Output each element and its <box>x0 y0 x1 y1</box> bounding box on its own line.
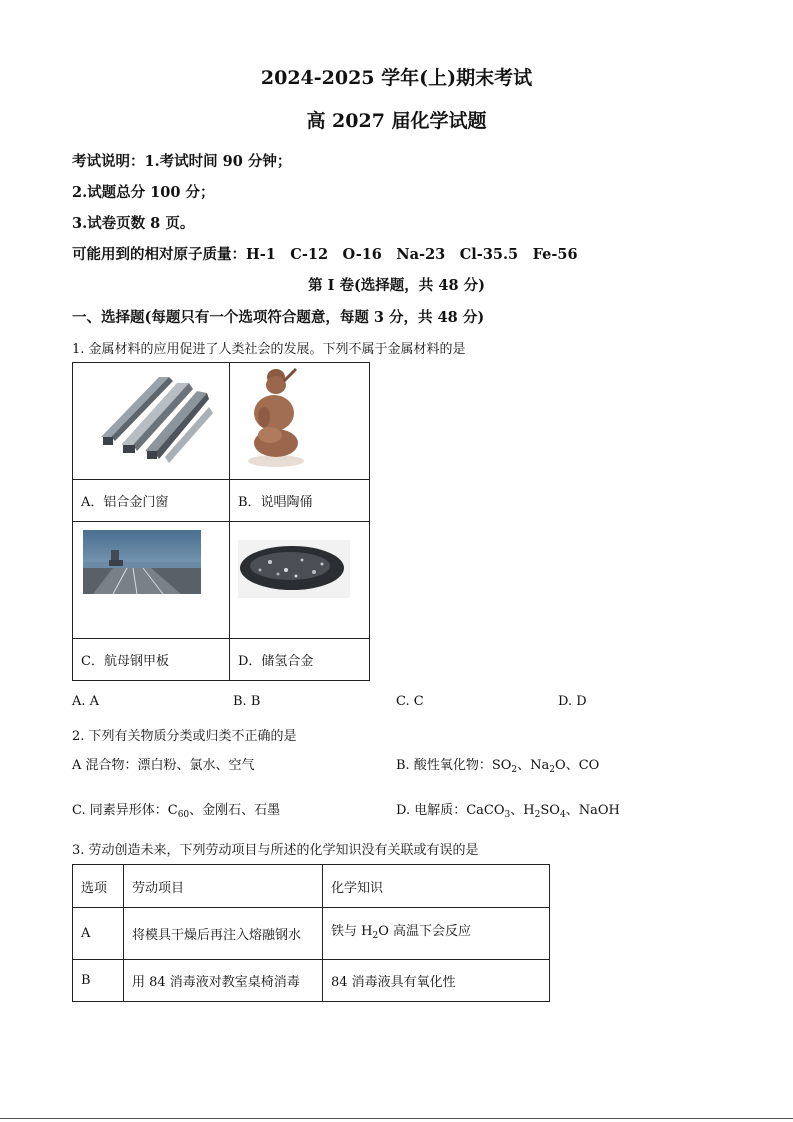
q1-cell-a-label: A．铝合金门窗 <box>73 480 230 522</box>
q2-c-prefix: C. 同素异形体： <box>72 803 168 818</box>
exam-title: 2024-2025 学年(上)期末考试 <box>260 67 533 89</box>
instruction-line-2: 2.试题总分 100 分； <box>72 184 215 201</box>
q3-header-option: 选项 <box>73 865 124 908</box>
q1-cell-c-label: C．航母钢甲板 <box>73 639 230 681</box>
instruction-line-1: 考试说明：1.考试时间 90 分钟； <box>72 153 292 170</box>
hydrogen-alloy-image <box>230 522 369 634</box>
q1-cell-d-label: D．储氢合金 <box>230 639 370 681</box>
q2-stem: 2. 下列有关物质分类或归类不正确的是 <box>72 729 297 744</box>
q3-row-b-knowledge: 84 消毒液具有氧化性 <box>323 960 550 1002</box>
q1-image-table <box>72 362 370 681</box>
q1-option-b[interactable]: B. B <box>233 694 261 709</box>
q2-d-prefix: D. 电解质： <box>396 803 467 818</box>
q3-table <box>72 864 550 1002</box>
volume-heading: 第 I 卷(选择题，共 48 分) <box>308 277 485 294</box>
q1-cell-c-image <box>73 522 230 639</box>
pottery-figure-image <box>230 363 369 475</box>
q1-stem: 1. 金属材料的应用促进了人类社会的发展。下列不属于金属材料的是 <box>72 342 466 357</box>
exam-subtitle: 高 2027 届化学试题 <box>306 110 487 132</box>
aircraft-carrier-image <box>73 522 229 634</box>
q1-cell-a-image <box>73 363 230 480</box>
q3-row-a-task: 将模具干燥后再注入熔融钢水 <box>124 908 323 960</box>
part-heading: 一、选择题(每题只有一个选项符合题意，每题 3 分，共 48 分) <box>72 309 485 326</box>
q2-option-a[interactable]: A 混合物：漂白粉、氯水、空气 <box>72 758 255 773</box>
q2-option-c[interactable]: C. 同素异形体：$C_{60}$、金刚石、石墨 <box>72 803 281 820</box>
q3-row-b-option: B <box>73 960 124 1002</box>
q1-cell-b-image <box>230 363 370 480</box>
instruction-line-3: 3.试卷页数 8 页。 <box>72 215 195 232</box>
atomic-mass-line: 可能用到的相对原子质量：H-1 C-12 O-16 Na-23 Cl-35.5 Fe-56 <box>72 246 578 263</box>
q1-option-d[interactable]: D. D <box>558 694 587 709</box>
q1-option-c[interactable]: C. C <box>396 694 424 709</box>
q2-option-b[interactable]: B. 酸性氧化物：$SO_2$、$Na_2O$、CO <box>396 758 600 775</box>
q3-header-task: 劳动项目 <box>124 865 323 908</box>
page-bottom-divider <box>0 1118 793 1119</box>
q3-stem: 3. 劳动创造未来，下列劳动项目与所述的化学知识没有关联或有误的是 <box>72 843 479 858</box>
aluminum-profiles-image <box>73 363 229 475</box>
q1-cell-d-image <box>230 522 370 639</box>
q2-option-d[interactable]: D. 电解质：CaCO$_3$、$H_2SO_4$、NaOH <box>396 803 620 820</box>
q2-b-prefix: B. 酸性氧化物： <box>396 758 492 773</box>
q3-row-b-task: 用 84 消毒液对教室桌椅消毒 <box>124 960 323 1002</box>
q1-option-a[interactable]: A. A <box>72 694 100 709</box>
q3-row-a-knowledge: 铁与 $H_2O$ 高温下会反应 <box>323 908 550 960</box>
q1-cell-b-label: B．说唱陶俑 <box>230 480 370 522</box>
q3-header-knowledge: 化学知识 <box>323 865 550 908</box>
q3-row-a-option: A <box>73 908 124 960</box>
